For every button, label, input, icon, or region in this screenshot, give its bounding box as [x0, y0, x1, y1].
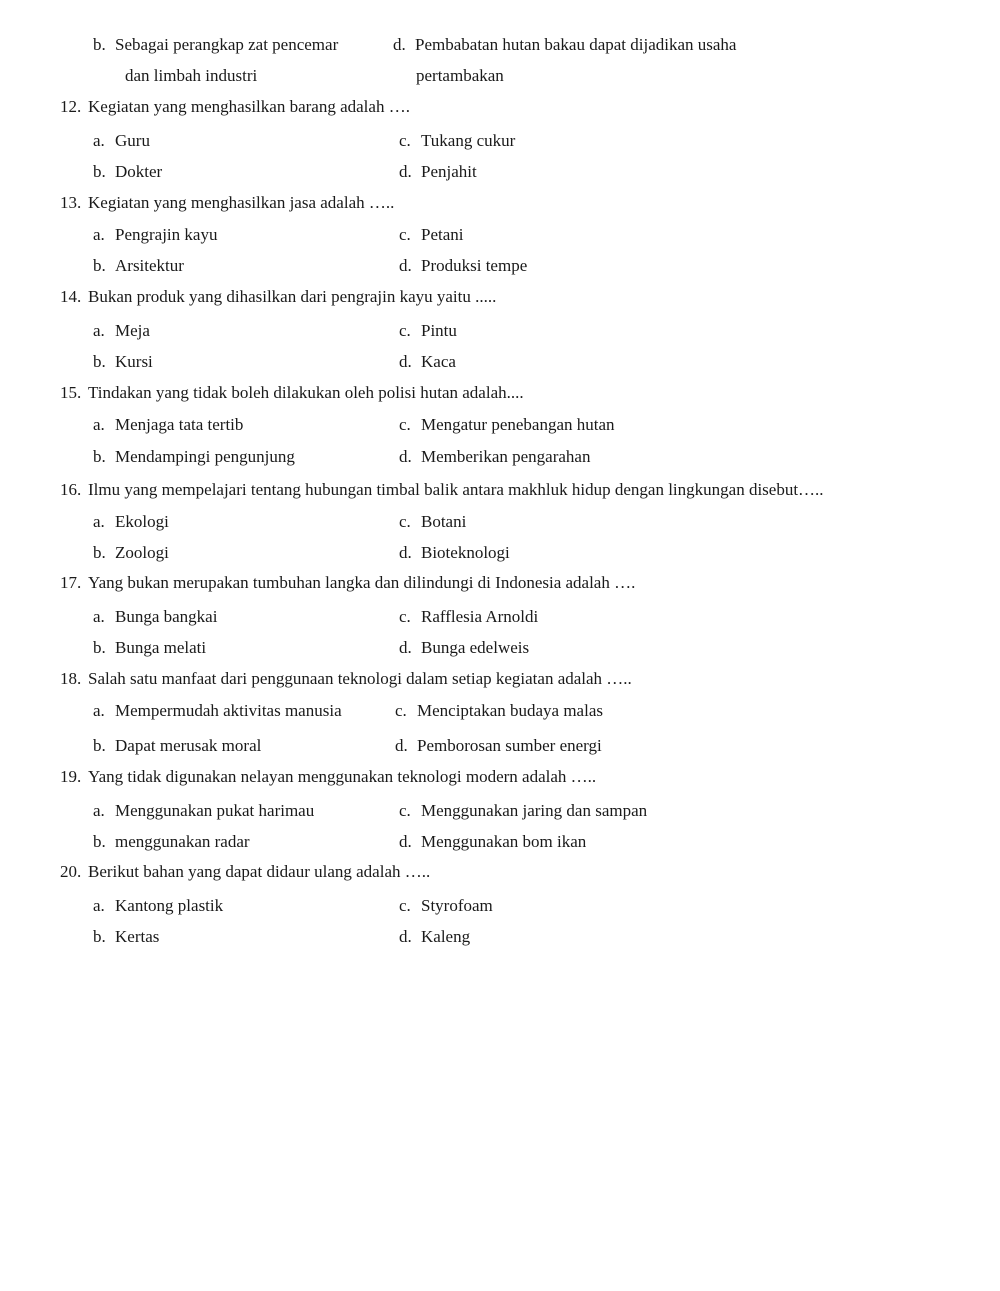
option-letter: d.	[399, 447, 412, 466]
option-text: Zoologi	[115, 543, 169, 562]
q14-option-d	[399, 352, 456, 372]
question-number: 13.	[60, 193, 82, 212]
question-text: Tindakan yang tidak boleh dilakukan oleh polisi hutan adalah....	[88, 383, 524, 402]
option-text: Ekologi	[115, 512, 169, 531]
option-text: Penjahit	[421, 162, 477, 181]
option-text: Arsitektur	[115, 256, 184, 275]
q19-option-b	[93, 832, 250, 852]
carryover-option-d-continued: pertambakan	[416, 66, 504, 85]
q12-option-d	[399, 162, 477, 182]
option-letter: a.	[93, 896, 105, 915]
q14-option-c	[399, 321, 457, 341]
option-letter: a.	[93, 701, 105, 720]
question-number: 12.	[60, 97, 82, 116]
q20-option-d	[399, 927, 470, 947]
q17-option-a	[93, 607, 217, 627]
option-text: Kaleng	[421, 927, 471, 946]
option-letter: d.	[395, 736, 408, 755]
question-text: Salah satu manfaat dari penggunaan teknologi dalam setiap kegiatan adalah …..	[88, 669, 632, 688]
option-text: Bioteknologi	[421, 543, 510, 562]
q18-option-d	[395, 736, 602, 756]
question-17	[60, 573, 635, 593]
option-text: Menjaga tata tertib	[115, 415, 244, 434]
option-text: Meja	[115, 321, 150, 340]
option-letter: b.	[93, 543, 106, 562]
q15-option-b	[93, 447, 295, 467]
q16-option-c	[399, 512, 466, 532]
question-text: Kegiatan yang menghasilkan jasa adalah …..	[88, 193, 395, 212]
option-letter: c.	[399, 415, 411, 434]
option-text: Kaca	[421, 352, 456, 371]
q13-option-b	[93, 256, 184, 276]
option-letter: a.	[93, 131, 105, 150]
question-number: 15.	[60, 383, 82, 402]
question-20	[60, 862, 430, 882]
option-text: menggunakan radar	[115, 832, 250, 851]
option-letter: b.	[93, 927, 106, 946]
option-letter: a.	[93, 607, 105, 626]
option-letter: d.	[399, 832, 412, 851]
carryover-option-b	[93, 35, 338, 55]
option-letter: a.	[93, 512, 105, 531]
q18-option-a	[93, 701, 342, 721]
option-text: Pembabatan hutan bakau dapat dijadikan usaha	[415, 35, 737, 54]
option-letter: a.	[93, 415, 105, 434]
q13-option-d	[399, 256, 527, 276]
option-letter: b.	[93, 256, 106, 275]
question-number: 20.	[60, 862, 82, 881]
option-letter: b.	[93, 736, 106, 755]
option-text: Petani	[421, 225, 464, 244]
option-letter: d.	[399, 352, 412, 371]
option-text: Pemborosan sumber energi	[417, 736, 602, 755]
option-letter: a.	[93, 225, 105, 244]
question-text: Yang bukan merupakan tumbuhan langka dan dilindungi di Indonesia adalah ….	[88, 573, 636, 592]
q14-option-b	[93, 352, 153, 372]
option-text: Kursi	[115, 352, 153, 371]
q19-option-c	[399, 801, 647, 821]
option-text: Pintu	[421, 321, 457, 340]
option-letter: d.	[399, 256, 412, 275]
option-text: Pengrajin kayu	[115, 225, 218, 244]
option-text: Produksi tempe	[421, 256, 528, 275]
q20-option-c	[399, 896, 493, 916]
question-number: 17.	[60, 573, 82, 592]
question-16	[60, 480, 824, 500]
option-text: Styrofoam	[421, 896, 493, 915]
question-13	[60, 193, 394, 213]
option-text: Dapat merusak moral	[115, 736, 262, 755]
question-text: Kegiatan yang menghasilkan barang adalah ….	[88, 97, 410, 116]
option-text: Menggunakan bom ikan	[421, 832, 587, 851]
question-19	[60, 767, 596, 787]
q12-option-b	[93, 162, 162, 182]
option-letter: d.	[393, 35, 406, 54]
question-text: Bukan produk yang dihasilkan dari pengrajin kayu yaitu .....	[88, 287, 497, 306]
q19-option-d	[399, 832, 586, 852]
question-number: 16.	[60, 480, 82, 499]
option-text: Rafflesia Arnoldi	[421, 607, 539, 626]
q20-option-a	[93, 896, 223, 916]
q16-option-a	[93, 512, 169, 532]
option-letter: b.	[93, 832, 106, 851]
q13-option-a	[93, 225, 217, 245]
option-letter: c.	[399, 896, 411, 915]
question-15	[60, 383, 524, 403]
option-letter: a.	[93, 801, 105, 820]
q16-option-b	[93, 543, 169, 563]
option-letter: c.	[399, 131, 411, 150]
q12-option-a	[93, 131, 150, 151]
carryover-option-d	[393, 35, 736, 55]
option-text: Sebagai perangkap zat pencemar	[115, 35, 339, 54]
option-text: Botani	[421, 512, 467, 531]
question-text: Ilmu yang mempelajari tentang hubungan timbal balik antara makhluk hidup dengan lingkungan disebut…..	[88, 480, 824, 499]
question-text: Yang tidak digunakan nelayan menggunakan teknologi modern adalah …..	[88, 767, 597, 786]
option-text: Mempermudah aktivitas manusia	[115, 701, 342, 720]
q18-option-b	[93, 736, 261, 756]
option-text: Kantong plastik	[115, 896, 224, 915]
q13-option-c	[399, 225, 464, 245]
option-text: Bunga melati	[115, 638, 207, 657]
q12-option-c	[399, 131, 515, 151]
option-text: Bunga edelweis	[421, 638, 530, 657]
option-text: Mengatur penebangan hutan	[421, 415, 615, 434]
question-12	[60, 97, 410, 117]
option-letter: c.	[395, 701, 407, 720]
option-letter: b.	[93, 352, 106, 371]
option-letter: d.	[399, 162, 412, 181]
question-number: 18.	[60, 669, 82, 688]
option-text: Tukang cukur	[421, 131, 516, 150]
question-text: Berikut bahan yang dapat didaur ulang adalah …..	[88, 862, 431, 881]
option-text: Mendampingi pengunjung	[115, 447, 295, 466]
option-letter: c.	[399, 321, 411, 340]
q19-option-a	[93, 801, 314, 821]
option-text: Memberikan pengarahan	[421, 447, 591, 466]
question-number: 19.	[60, 767, 82, 786]
option-letter: d.	[399, 927, 412, 946]
option-letter: a.	[93, 321, 105, 340]
option-text: Menciptakan budaya malas	[417, 701, 603, 720]
option-letter: b.	[93, 162, 106, 181]
option-letter: c.	[399, 801, 411, 820]
option-letter: c.	[399, 225, 411, 244]
question-18	[60, 669, 632, 689]
option-text: Dokter	[115, 162, 163, 181]
question-14	[60, 287, 496, 307]
q17-option-d	[399, 638, 529, 658]
q17-option-c	[399, 607, 538, 627]
option-text: Guru	[115, 131, 150, 150]
q15-option-a	[93, 415, 243, 435]
option-letter: d.	[399, 543, 412, 562]
q18-option-c	[395, 701, 603, 721]
option-letter: c.	[399, 512, 411, 531]
option-text: Menggunakan pukat harimau	[115, 801, 315, 820]
option-text: Bunga bangkai	[115, 607, 218, 626]
q14-option-a	[93, 321, 150, 341]
q15-option-d	[399, 447, 590, 467]
option-text: Menggunakan jaring dan sampan	[421, 801, 648, 820]
option-text: Kertas	[115, 927, 160, 946]
option-letter: b.	[93, 35, 106, 54]
q20-option-b	[93, 927, 159, 947]
option-letter: c.	[399, 607, 411, 626]
option-letter: b.	[93, 638, 106, 657]
q16-option-d	[399, 543, 510, 563]
option-letter: b.	[93, 447, 106, 466]
question-number: 14.	[60, 287, 82, 306]
q15-option-c	[399, 415, 615, 435]
q17-option-b	[93, 638, 206, 658]
option-letter: d.	[399, 638, 412, 657]
carryover-option-b-continued: dan limbah industri	[125, 66, 258, 85]
